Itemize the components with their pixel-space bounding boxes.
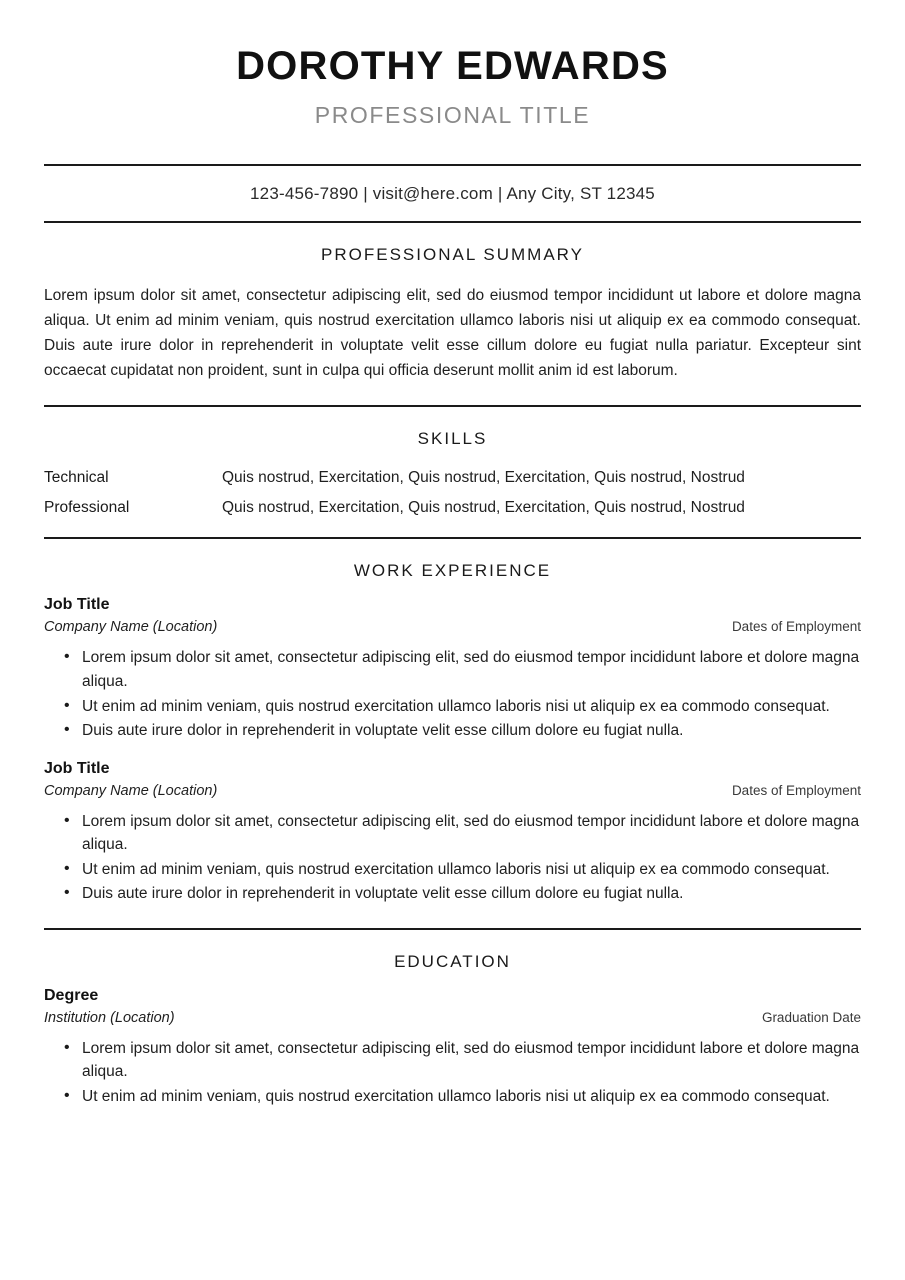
education-entry-graduation-date: Graduation Date	[761, 1009, 861, 1025]
work-entry-title: Job Title	[44, 759, 110, 777]
skill-value-professional: Quis nostrud, Exercitation, Quis nostrud, Exercitation, Quis nostrud, Nostrud	[222, 499, 745, 517]
bullet-item: • Lorem ipsum dolor sit amet, consectetur adipiscing elit, sed do eiusmod tempor incididunt labore et dolore magna aliqua.	[64, 1037, 861, 1084]
work-entry-title: Job Title	[44, 596, 110, 614]
bullet-item: • Ut enim ad minim veniam, quis nostrud exercitation ullamco laboris nisi ut aliquip ex ea commodo consequat.	[64, 695, 861, 719]
work-entry-company: Company Name (Location)	[44, 619, 218, 636]
skill-label-professional: Professional	[44, 499, 130, 517]
bullet-item: • Ut enim ad minim veniam, quis nostrud exercitation ullamco laboris nisi ut aliquip ex ea commodo consequat.	[64, 1085, 861, 1109]
skills-row-professional	[44, 493, 861, 523]
skills-bottom-spacer	[44, 523, 861, 537]
work-entry-dates: Dates of Employment	[731, 619, 861, 635]
section-professional-summary	[44, 223, 861, 405]
education-entry-degree: Degree	[44, 986, 99, 1004]
education-entry-institution: Institution (Location)	[44, 1009, 175, 1026]
section-title-skills: SKILLS	[417, 429, 488, 449]
work-entry-dates: Dates of Employment	[731, 782, 861, 798]
education-entry-list	[44, 972, 861, 1109]
work-entry-bullets	[44, 810, 861, 906]
skill-label-technical: Technical	[44, 469, 109, 487]
skills-table	[44, 463, 861, 523]
bullet-item: • Duis aute irure dolor in reprehenderit in voluptate velit esse cillum dolore eu fugiat nulla.	[64, 719, 861, 743]
work-entry	[44, 759, 861, 906]
section-title-work-experience: WORK EXPERIENCE	[353, 561, 552, 581]
work-entry-bullets	[44, 646, 861, 742]
section-work-experience	[44, 539, 861, 927]
bullet-item: • Lorem ipsum dolor sit amet, consectetur adipiscing elit, sed do eiusmod tempor incididunt labore et dolore magna aliqua.	[64, 810, 861, 857]
candidate-professional-title: PROFESSIONAL TITLE	[314, 102, 591, 128]
work-entry	[44, 595, 861, 742]
section-title-summary: PROFESSIONAL SUMMARY	[321, 245, 584, 264]
section-education	[44, 930, 861, 1109]
skills-row-technical	[44, 463, 861, 493]
skill-value-technical: Quis nostrud, Exercitation, Quis nostrud, Exercitation, Quis nostrud, Nostrud	[222, 469, 745, 487]
summary-paragraph: Lorem ipsum dolor sit amet, consectetur adipiscing elit, sed do eiusmod tempor incididunt ut labore et dolore magna aliqua. Ut enim ad minim veniam, quis nostrud exercitation ullamco laboris nisi ut aliquip ex ea commodo consequat. Duis aute irure dolor in reprehenderit in voluptate velit esse cillum dolore eu fugiat nulla pariatur. Excepteur sint occaecat cupidatat non proident, sunt in culpa qui officia deserunt mollit anim id est laborum.	[44, 287, 861, 380]
bullet-item: • Duis aute irure dolor in reprehenderit in voluptate velit esse cillum dolore eu fugiat nulla.	[64, 882, 861, 906]
contact-line: 123-456-7890 | visit@here.com | Any City, ST 12345	[250, 184, 655, 203]
section-title-education: EDUCATION	[394, 951, 511, 971]
section-skills	[44, 407, 861, 537]
education-entry-bullets	[44, 1037, 861, 1109]
education-entry	[44, 986, 861, 1109]
work-entry-company: Company Name (Location)	[44, 782, 218, 799]
work-entry-meta	[44, 619, 861, 635]
work-entry-meta	[44, 783, 861, 799]
resume-header	[44, 0, 861, 129]
education-entry-meta	[44, 1010, 861, 1026]
candidate-name: DOROTHY EDWARDS	[236, 44, 669, 88]
work-entry-list	[44, 581, 861, 905]
bullet-item: • Ut enim ad minim veniam, quis nostrud exercitation ullamco laboris nisi ut aliquip ex ea commodo consequat.	[64, 858, 861, 882]
bullet-item: • Lorem ipsum dolor sit amet, consectetur adipiscing elit, sed do eiusmod tempor incididunt labore et dolore magna aliqua.	[64, 646, 861, 693]
